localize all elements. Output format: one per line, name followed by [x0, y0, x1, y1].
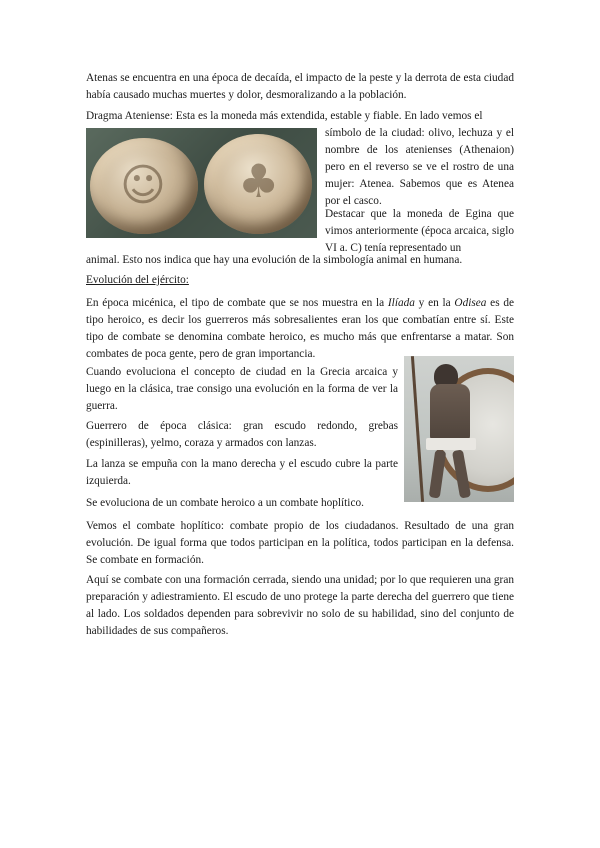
- coin-owl: ♣: [204, 134, 312, 234]
- paragraph-classical-warrior: Guerrero de época clásica: gran escudo redondo, grebas (espinilleras), yelmo, coraza y armados con lanzas.: [86, 420, 398, 449]
- hoplite-warrior-image: [404, 356, 514, 502]
- paragraph-spear-shield: La lanza se empuña con la mano derecha y el escudo cubre la parte izquierda.: [86, 458, 398, 487]
- paragraph-mycenaean-combat: En época micénica, el tipo de combate que se nos muestra en la Ilíada y en la Odisea es de tipo heroico, es decir los guerreros más sobresalientes eran los que combatían entre sí. Este tipo de combate se denomina combate heroico, es mucho más que enfrentarse a matar. Son combates de poca gente, pero de gran importancia.: [86, 297, 515, 360]
- paragraph-hoplitic-combat: Vemos el combate hoplítico: combate propio de los ciudadanos. Resultado de una gran evolución. De igual forma que todos participan en la política, todos participan en la defensa. Se combate en formación.: [86, 520, 514, 566]
- section-heading: Evolución del ejército:: [86, 274, 189, 286]
- paragraph-egina-side: Destacar que la moneda de Egina que vimos anteriormente (época arcaica, siglo VI a. C) tenía representado un: [325, 208, 514, 254]
- paragraph-drachma-side: símbolo de la ciudad: olivo, lechuza y el nombre de los atenienses (Athenaion) pero en el reverso se ve el rostro de una mujer: Atenea. Sabemos que es Atenea por el casco.: [325, 127, 514, 207]
- paragraph-closed-formation: Aquí se combate con una formación cerrada, siendo una unidad; por lo que requieren una gran preparación y adiestramiento. El escudo de uno protege la parte derecha del guerrero que tiene al lado. Los soldados dependen para sobrevivir no solo de su habilidad, sino del conjunto de habilidades de sus compañeros.: [86, 574, 514, 637]
- odyssey-title: Odisea: [454, 297, 487, 309]
- coin-athena-head: ☺: [90, 138, 198, 234]
- iliad-title: Ilíada: [387, 297, 415, 309]
- athenian-drachma-image: [86, 128, 317, 238]
- paragraph-hoplitic-evolution: Se evoluciona de un combate heroico a un combate hoplítico.: [86, 497, 364, 509]
- paragraph-city-evolution: Cuando evoluciona el concepto de ciudad en la Grecia arcaica y luego en la clásica, trae consigo una evolución en la forma de ver la guerra.: [86, 366, 398, 412]
- paragraph-drachma-lead: Dragma Ateniense: Esta es la moneda más extendida, estable y fiable. En lado vemos el: [86, 110, 483, 122]
- paragraph-egina-tail: animal. Esto nos indica que hay una evolución de la simbología animal en humana.: [86, 254, 463, 266]
- paragraph-athens-decline: Atenas se encuentra en una época de decaída, el impacto de la peste y la derrota de esta ciudad había causado muchas muertes y dolor, desmoralizando a la población.: [86, 72, 514, 101]
